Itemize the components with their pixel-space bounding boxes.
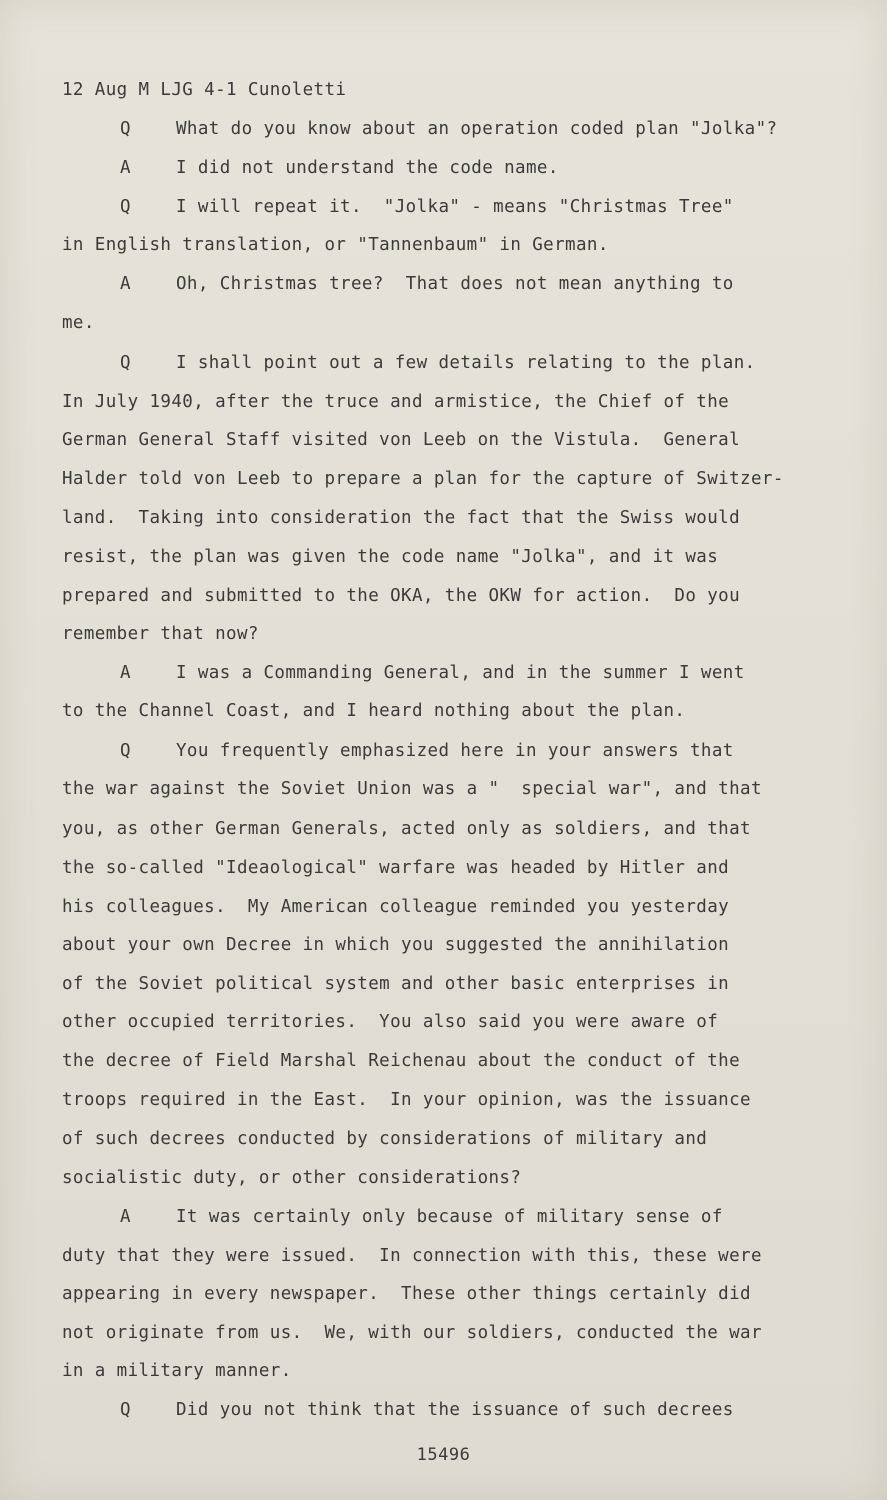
qa-line [120, 196, 734, 218]
speaker-marker: A [120, 663, 131, 683]
text-line: you, as other German Generals, acted only as soldiers, and that [62, 819, 751, 839]
text-line: his colleagues. My American colleague reminded you yesterday [62, 897, 730, 917]
text-line: the decree of Field Marshal Reichenau about the conduct of the [62, 1051, 741, 1071]
line-text: I will repeat it. "Jolka" - means "Christmas Tree" [176, 197, 734, 217]
text-line: in a military manner. [62, 1361, 292, 1381]
text-line: other occupied territories. You also said you were aware of [62, 1012, 719, 1032]
text-line: resist, the plan was given the code name "Jolka", and it was [62, 547, 719, 567]
text-line: about your own Decree in which you suggested the annihilation [62, 935, 730, 955]
text-line: land. Taking into consideration the fact that the Swiss would [62, 508, 741, 528]
qa-line [120, 1206, 723, 1228]
speaker-marker: Q [120, 119, 131, 139]
speaker-marker: Q [120, 197, 131, 217]
text-line: appearing in every newspaper. These other things certainly did [62, 1284, 751, 1304]
page-number: 15496 [416, 1445, 471, 1465]
text-line: German General Staff visited von Leeb on the Vistula. General [62, 430, 741, 450]
speaker-marker: A [120, 158, 131, 178]
text-line: troops required in the East. In your opinion, was the issuance [62, 1090, 751, 1110]
line-text: I was a Commanding General, and in the summer I went [176, 663, 745, 683]
text-line: of such decrees conducted by considerations of military and [62, 1129, 708, 1149]
speaker-marker: Q [120, 741, 131, 761]
line-text: What do you know about an operation coded plan "Jolka"? [176, 119, 778, 139]
text-line: In July 1940, after the truce and armistice, the Chief of the [62, 392, 730, 412]
text-line: the so-called "Ideaological" warfare was headed by Hitler and [62, 858, 730, 878]
document-header: 12 Aug M LJG 4-1 Cunoletti [62, 80, 347, 100]
text-line: remember that now? [62, 624, 259, 644]
speaker-marker: Q [120, 353, 131, 373]
text-line: me. [62, 313, 95, 333]
qa-line [120, 740, 734, 762]
qa-line [120, 352, 756, 374]
line-text: Oh, Christmas tree? That does not mean anything to [176, 274, 734, 294]
line-text: Did you not think that the issuance of such decrees [176, 1400, 734, 1420]
qa-line [120, 157, 559, 179]
text-line: of the Soviet political system and other basic enterprises in [62, 974, 730, 994]
text-line: duty that they were issued. In connection with this, these were [62, 1246, 762, 1266]
text-line: prepared and submitted to the OKA, the OKW for action. Do you [62, 586, 741, 606]
speaker-marker: Q [120, 1400, 131, 1420]
text-line: socialistic duty, or other considerations? [62, 1168, 522, 1188]
qa-line [120, 1399, 734, 1421]
qa-line [120, 118, 777, 140]
text-line: Halder told von Leeb to prepare a plan for the capture of Switzer- [62, 469, 784, 489]
line-text: It was certainly only because of military sense of [176, 1207, 723, 1227]
speaker-marker: A [120, 1207, 131, 1227]
text-line: in English translation, or "Tannenbaum" in German. [62, 235, 609, 255]
text-line: not originate from us. We, with our soldiers, conducted the war [62, 1323, 762, 1343]
text-line: the war against the Soviet Union was a " special war", and that [62, 779, 762, 799]
qa-line [120, 662, 745, 684]
text-line: to the Channel Coast, and I heard nothing about the plan. [62, 701, 686, 721]
qa-line [120, 273, 734, 295]
line-text: I shall point out a few details relating to the plan. [176, 353, 756, 373]
line-text: I did not understand the code name. [176, 158, 559, 178]
line-text: You frequently emphasized here in your answers that [176, 741, 734, 761]
speaker-marker: A [120, 274, 131, 294]
